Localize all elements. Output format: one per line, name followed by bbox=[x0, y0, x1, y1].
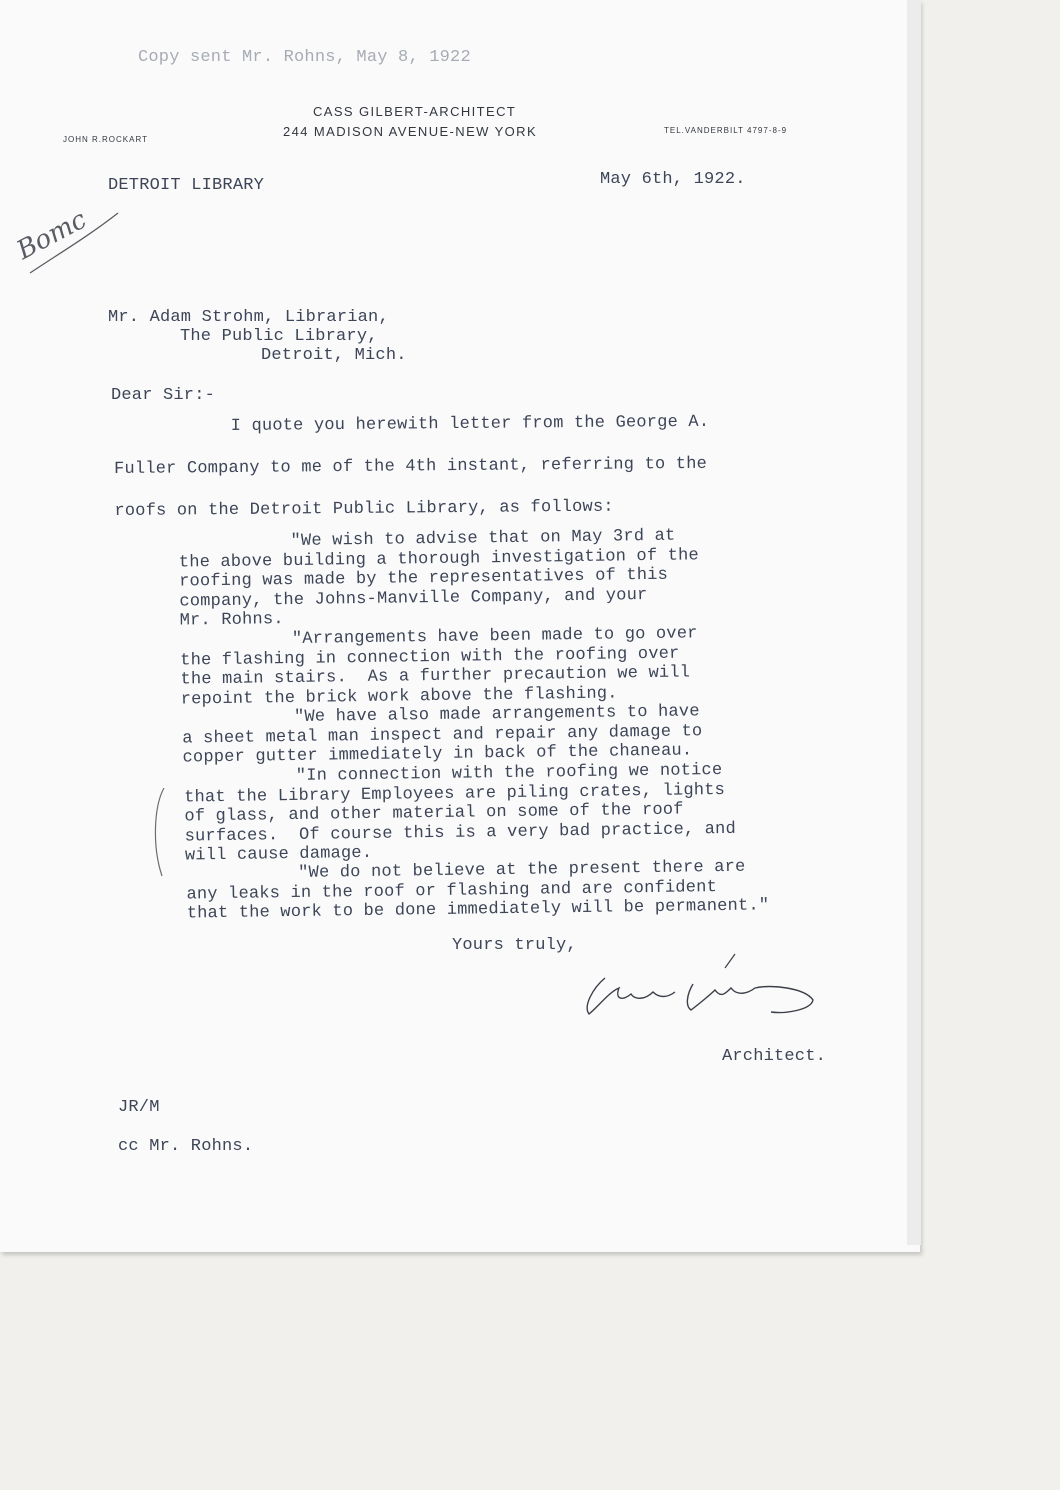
handwritten-initials-mark bbox=[0, 195, 130, 285]
signer-title: Architect. bbox=[722, 1047, 827, 1066]
subject-line: DETROIT LIBRARY bbox=[108, 176, 265, 195]
pencil-bracket-mark bbox=[148, 786, 168, 878]
body-line-2: Fuller Company to me of the 4th instant, referring to the bbox=[114, 454, 708, 480]
closing: Yours truly, bbox=[452, 936, 577, 955]
letter-date: May 6th, 1922. bbox=[600, 170, 746, 189]
typist-initials: JR/M bbox=[118, 1098, 160, 1117]
quote-paragraph-5: "We do not believe at the present there are any leaks in the roof or flashing and are confident that the work to be done immediately will be permanent." bbox=[186, 857, 770, 924]
letterhead-left-name: JOHN R.ROCKART bbox=[63, 135, 148, 144]
signature bbox=[575, 948, 825, 1023]
body-line-3: roofs on the Detroit Public Library, as follows: bbox=[114, 497, 614, 522]
recipient-line-1: Mr. Adam Strohm, Librarian, bbox=[108, 308, 389, 327]
paper-edge bbox=[907, 0, 921, 1245]
quote-paragraph-1: "We wish to advise that on May 3rd at the above building a thorough investigation of the roofing was made by the representatives of this company, the Johns-Manville Company, and your Mr. Rohns. bbox=[178, 526, 700, 631]
quote-paragraph-3: "We have also made arrangements to have a sheet metal man inspect and repair any damage to copper gutter immediately in back of the chaneau. bbox=[182, 702, 703, 768]
letterhead-address: 244 MADISON AVENUE-NEW YORK bbox=[283, 124, 538, 139]
recipient-line-3: Detroit, Mich. bbox=[261, 346, 407, 365]
signature-text: Cass Gilbert bbox=[635, 1020, 642, 1021]
letterhead-firm: CASS GILBERT-ARCHITECT bbox=[313, 104, 517, 119]
quote-paragraph-2: "Arrangements have been made to go over the flashing in connection with the roofing over the main stairs. As a further precaution we will repoint the brick work above the flashing. bbox=[180, 624, 698, 710]
handwritten-initials: Bomc bbox=[12, 204, 92, 266]
body-line-1: I quote you herewith letter from the George A. bbox=[230, 412, 710, 437]
cc-line: cc Mr. Rohns. bbox=[118, 1137, 254, 1156]
copy-sent-note: Copy sent Mr. Rohns, May 8, 1922 bbox=[138, 48, 471, 67]
letterhead-telephone: TEL.VANDERBILT 4797-8-9 bbox=[664, 126, 788, 135]
recipient-line-2: The Public Library, bbox=[180, 327, 378, 346]
salutation: Dear Sir:- bbox=[111, 386, 216, 405]
quote-paragraph-4: "In connection with the roofing we notice that the Library Employees are piling crates, lights of glass, and other material on some of the roof surfaces. Of course this is a very bad practice, and will cause damage. bbox=[184, 760, 737, 866]
